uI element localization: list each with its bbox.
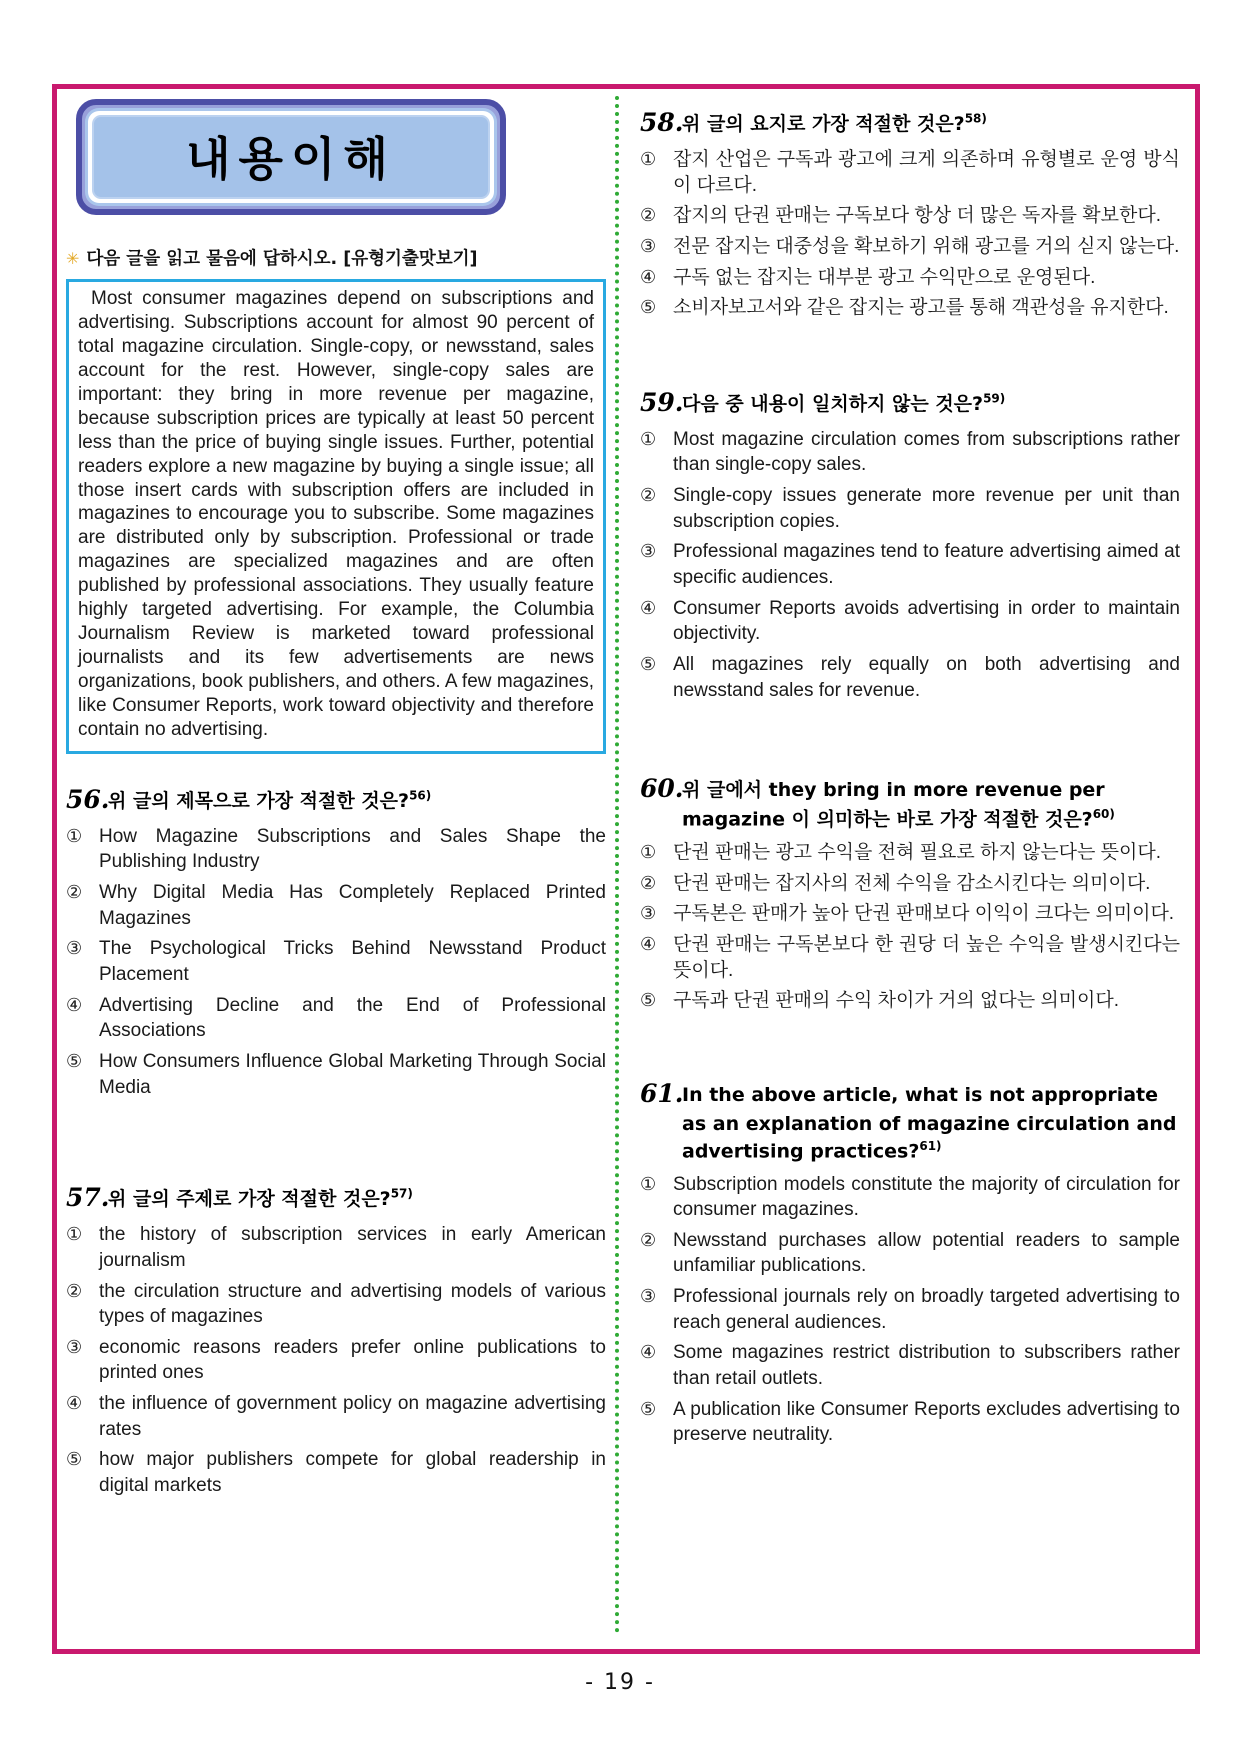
question-56 xyxy=(66,782,606,1100)
flower-icon: ✳ xyxy=(66,249,80,268)
option-text: how major publishers compete for global readership in digital markets xyxy=(99,1449,606,1496)
question-58-options xyxy=(640,147,1180,321)
option-marker: ⑤ xyxy=(640,1398,657,1419)
question-text: 위 글의 제목으로 가장 적절한 것은? xyxy=(108,789,410,812)
option-text: 소비자보고서와 같은 잡지는 광고를 통해 객관성을 유지한다. xyxy=(673,297,1169,319)
right-column xyxy=(640,95,1180,1453)
option xyxy=(640,539,1180,590)
option xyxy=(640,901,1180,927)
option-marker: ① xyxy=(640,1173,657,1194)
option-marker: ② xyxy=(640,872,657,893)
option-text: Single-copy issues generate more revenue per unit than subscription copies. xyxy=(673,485,1180,532)
option xyxy=(640,147,1180,198)
question-59 xyxy=(640,385,1180,703)
question-59-header xyxy=(640,385,1180,420)
page-footer xyxy=(0,1670,1240,1695)
question-text: 위 글에서 they bring in more revenue per magazine 이 의미하는 바로 가장 적절한 것은? xyxy=(682,779,1105,831)
option-marker: ③ xyxy=(640,1286,657,1307)
option-text: 구독본은 판매가 높아 단권 판매보다 이익이 크다는 의미이다. xyxy=(673,903,1175,925)
option-text: the circulation structure and advertising models of various types of magazines xyxy=(99,1280,606,1328)
option xyxy=(640,1172,1180,1223)
option-text: Advertising Decline and the End of Professional Associations xyxy=(99,994,606,1042)
option-text: 전문 잡지는 대중성을 확보하기 위해 광고를 거의 싣지 않는다. xyxy=(673,235,1180,257)
option-text: 구독과 단권 판매의 수익 차이가 거의 없다는 의미이다. xyxy=(673,990,1120,1012)
option-marker: ⑤ xyxy=(66,1050,83,1071)
option xyxy=(640,203,1180,229)
option-marker: ⑤ xyxy=(640,297,657,318)
page-title: 내용이해 xyxy=(186,132,396,186)
option-text: Why Digital Media Has Completely Replaced Printed Magazines xyxy=(99,882,606,929)
option-text: All magazines rely equally on both advertising and newsstand sales for revenue. xyxy=(673,653,1180,701)
question-footnote: 56) xyxy=(409,788,432,803)
question-footnote: 61) xyxy=(919,1138,942,1153)
option xyxy=(66,1279,606,1330)
option xyxy=(640,295,1180,321)
option xyxy=(66,936,606,987)
option-marker: ① xyxy=(640,842,657,863)
option-marker: ④ xyxy=(640,934,657,955)
option xyxy=(640,483,1180,534)
option xyxy=(640,1228,1180,1279)
option-marker: ④ xyxy=(66,994,83,1015)
question-58 xyxy=(640,105,1180,321)
option-text: the influence of government policy on magazine advertising rates xyxy=(99,1393,606,1440)
column-divider xyxy=(615,96,619,1634)
question-number: 57. xyxy=(66,1183,110,1213)
option-text: 잡지 산업은 구독과 광고에 크게 의존하며 유형별로 운영 방식이 다르다. xyxy=(673,149,1180,196)
option xyxy=(66,993,606,1044)
question-footnote: 59) xyxy=(983,391,1006,406)
option-text: 잡지의 단권 판매는 구독보다 항상 더 많은 독자를 확보한다. xyxy=(673,205,1162,227)
option-marker: ④ xyxy=(640,266,657,287)
option-marker: ⑤ xyxy=(66,1449,83,1470)
option-marker: ③ xyxy=(66,938,83,959)
option-marker: ⑤ xyxy=(640,990,657,1011)
question-61 xyxy=(640,1076,1180,1448)
title-banner-ring-inner xyxy=(88,111,494,203)
question-59-options xyxy=(640,427,1180,703)
option xyxy=(640,988,1180,1014)
title-banner xyxy=(76,99,506,215)
option-marker: ① xyxy=(640,149,657,169)
option xyxy=(66,1335,606,1386)
option xyxy=(640,932,1180,983)
option-marker: ② xyxy=(640,485,657,506)
question-56-options xyxy=(66,824,606,1100)
option-marker: ② xyxy=(66,882,83,903)
option xyxy=(640,871,1180,897)
option-marker: ④ xyxy=(640,1342,657,1363)
option-text: Some magazines restrict distribution to subscribers rather than retail outlets. xyxy=(673,1342,1180,1390)
passage-box xyxy=(66,279,606,754)
question-61-header xyxy=(640,1076,1180,1165)
option-text: 단권 판매는 구독본보다 한 권당 더 높은 수익을 발생시킨다는 뜻이다. xyxy=(673,934,1180,981)
option xyxy=(640,1397,1180,1448)
question-number: 58. xyxy=(640,108,684,137)
option xyxy=(640,234,1180,260)
option-text: Professional journals rely on broadly targeted advertising to reach general audiences. xyxy=(673,1286,1180,1333)
title-banner-fill xyxy=(92,115,490,199)
option-marker: ② xyxy=(640,205,657,226)
option xyxy=(640,596,1180,647)
option xyxy=(640,840,1180,866)
question-footnote: 57) xyxy=(390,1186,413,1201)
option-marker: ② xyxy=(640,1229,657,1250)
option-text: The Psychological Tricks Behind Newsstand Product Placement xyxy=(99,938,606,986)
option-text: 구독 없는 잡지는 대부분 광고 수익만으로 운영된다. xyxy=(673,266,1096,288)
question-text: 위 글의 주제로 가장 적절한 것은? xyxy=(108,1188,391,1211)
option xyxy=(66,824,606,875)
question-text: In the above article, what is not appropriate as an explanation of magazine circulation and advertising practices? xyxy=(682,1084,1177,1162)
option-text: Consumer Reports avoids advertising in order to maintain objectivity. xyxy=(673,597,1180,645)
option-marker: ① xyxy=(66,825,83,846)
option-text: Newsstand purchases allow potential readers to sample unfamiliar publications. xyxy=(673,1229,1180,1277)
question-number: 56. xyxy=(66,784,110,814)
option-marker: ④ xyxy=(66,1393,83,1414)
left-column xyxy=(66,95,606,1504)
option-marker: ⑤ xyxy=(640,653,657,674)
page-number: - 19 - xyxy=(585,1670,655,1695)
option-text: 단권 판매는 광고 수익을 전혀 필요로 하지 않는다는 뜻이다. xyxy=(673,842,1162,864)
option-text: How Magazine Subscriptions and Sales Shape the Publishing Industry xyxy=(99,825,606,873)
option-marker: ② xyxy=(66,1280,83,1301)
question-number: 60. xyxy=(640,774,684,804)
option xyxy=(640,427,1180,478)
question-57 xyxy=(66,1180,606,1498)
option xyxy=(640,652,1180,703)
option-marker: ③ xyxy=(66,1336,83,1357)
option-text: 단권 판매는 잡지사의 전체 수익을 감소시킨다는 의미이다. xyxy=(673,872,1151,894)
option xyxy=(66,1049,606,1100)
option-text: Professional magazines tend to feature advertising aimed at specific audiences. xyxy=(673,541,1180,589)
option-text: the history of subscription services in early American journalism xyxy=(99,1224,606,1271)
option xyxy=(640,1340,1180,1391)
option-text: Subscription models constitute the majority of circulation for consumer magazines. xyxy=(673,1173,1180,1221)
option xyxy=(66,880,606,931)
option-text: How Consumers Influence Global Marketing Through Social Media xyxy=(99,1050,606,1098)
option-text: A publication like Consumer Reports excludes advertising to preserve neutrality. xyxy=(673,1398,1180,1446)
option xyxy=(66,1391,606,1442)
question-56-header xyxy=(66,782,606,817)
passage-text: Most consumer magazines depend on subscriptions and advertising. Subscriptions account for almost 90 percent of total magazine circulation. Single-copy, or newsstand, sales account for the rest. However, single-copy sales are important: they bring in more revenue per magazine, because subscription prices are typically at least 50 percent less than the price of buying single issues. Further, potential readers explore a new magazine by buying a single issue; all those insert cards with subscription offers are included in magazines to encourage you to subscribe. Some magazines are distributed only by subscription. Professional or trade magazines are specialized magazines and are often published by professional associations. They usually feature highly targeted advertising. For example, the Columbia Journalism Review is marketed toward professional journalists and its few advertisements are news organizations, book publishers, and others. A few magazines, like Consumer Reports, work toward objectivity and therefore contain no advertising. xyxy=(78,288,594,740)
option xyxy=(66,1447,606,1498)
question-text: 다음 중 내용이 일치하지 않는 것은? xyxy=(682,392,984,415)
question-57-options xyxy=(66,1222,606,1498)
instruction-line xyxy=(66,245,606,270)
option-marker: ① xyxy=(640,428,657,449)
question-60-header xyxy=(640,771,1180,833)
title-banner-ring xyxy=(85,108,497,206)
option xyxy=(640,1284,1180,1335)
question-number: 59. xyxy=(640,387,684,417)
option-text: economic reasons readers prefer online publications to printed ones xyxy=(99,1336,606,1384)
question-footnote: 60) xyxy=(1092,807,1115,822)
option xyxy=(66,1222,606,1273)
option-marker: ③ xyxy=(640,235,657,256)
option-marker: ① xyxy=(66,1224,83,1245)
question-57-header xyxy=(66,1180,606,1215)
question-footnote: 58) xyxy=(964,111,987,126)
question-60 xyxy=(640,771,1180,1014)
option-marker: ③ xyxy=(640,903,657,924)
option xyxy=(640,265,1180,291)
question-60-options xyxy=(640,840,1180,1014)
question-number: 61. xyxy=(640,1079,684,1109)
instruction-text: 다음 글을 읽고 물음에 답하시오. xyxy=(86,249,338,269)
instruction-tag: [유형기출맛보기] xyxy=(343,249,478,269)
option-text: Most magazine circulation comes from subscriptions rather than single-copy sales. xyxy=(673,428,1180,476)
option-marker: ④ xyxy=(640,597,657,618)
question-58-header xyxy=(640,105,1180,140)
question-61-options xyxy=(640,1172,1180,1448)
question-text: 위 글의 요지로 가장 적절한 것은? xyxy=(682,113,965,135)
option-marker: ③ xyxy=(640,541,657,562)
